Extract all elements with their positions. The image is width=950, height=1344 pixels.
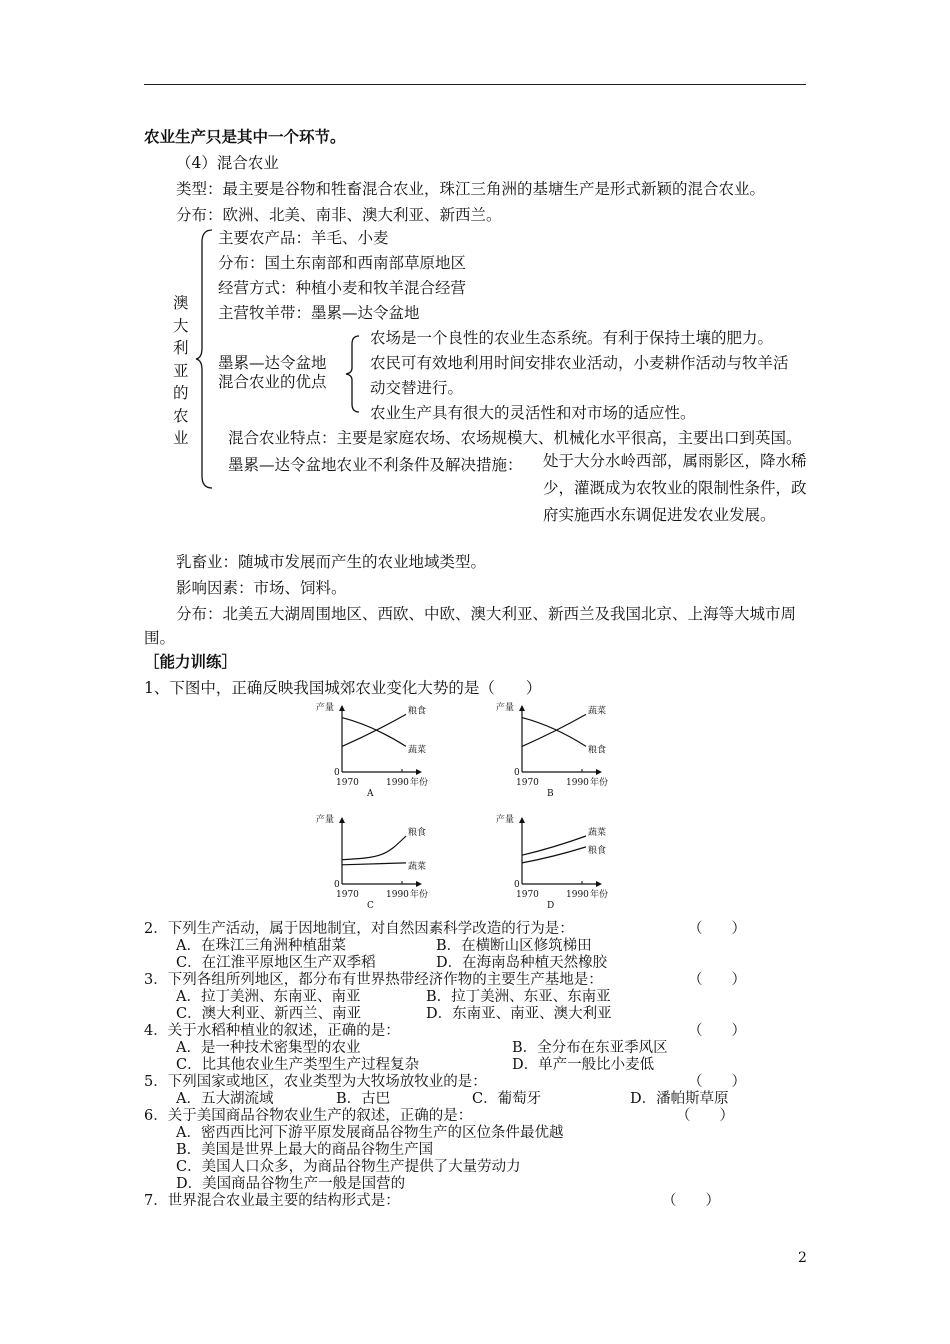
- chart-c-series-1-label: 蔬菜: [408, 861, 427, 872]
- chart-a-y-arrow: [339, 705, 345, 711]
- q6-answer-blank: （ ）: [676, 1108, 734, 1124]
- q5-option-b: B．古巴: [336, 1091, 391, 1107]
- chart-b-series-0-line: [522, 714, 586, 746]
- chart-b-origin: 0: [514, 768, 520, 778]
- page-number: 2: [798, 1250, 807, 1266]
- q4-option-d: D．单产一般比小麦低: [512, 1057, 655, 1073]
- chart-a-series-0-label: 粮食: [408, 706, 427, 717]
- adv-label-1: 墨累—达令盆地: [218, 354, 327, 372]
- mixed-features: 混合农业特点：主要是家庭农场、农场规模大、机械化水平很高，主要出口到英国。: [228, 429, 802, 447]
- chart-a-xlabel: 年份: [410, 778, 429, 788]
- chart-a: [312, 700, 437, 799]
- q3-option-a: A．拉丁美洲、东南亚、南亚: [176, 989, 361, 1005]
- adv-2a: 农民可有效地利用时间安排农业活动，小麦耕作活动与牧羊活: [370, 354, 789, 372]
- chart-a-tick-label-1: 1990: [386, 778, 409, 788]
- q6-option-d: D．美国商品谷物生产一般是国营的: [176, 1176, 406, 1192]
- adv-1: 农场是一个良性的农业生态系统。有利于保持土壤的肥力。: [370, 329, 774, 347]
- section-heading: （4）混合农业: [176, 154, 279, 172]
- unfav-label: 墨累—达令盆地农业不利条件及解决措施：: [228, 456, 523, 474]
- outer-brace: [196, 228, 216, 490]
- q4-option-a: A．是一种技术密集型的农业: [176, 1040, 361, 1056]
- q5-option-d: D．潘帕斯草原: [630, 1091, 729, 1107]
- q2-option-c: C．在江淮平原地区生产双季稻: [176, 955, 376, 971]
- q5-option-c: C．葡萄牙: [472, 1091, 542, 1107]
- dairy-factors: 影响因素：市场、饲料。: [176, 579, 347, 597]
- chart-d: [492, 812, 617, 911]
- chart-a-series-0-line: [342, 714, 406, 746]
- q3-answer-blank: （ ）: [688, 972, 746, 988]
- chart-b-series-1-label: 粮食: [588, 745, 607, 756]
- chart-a-origin: 0: [334, 768, 340, 778]
- q5-option-a: A．五大湖流域: [176, 1091, 274, 1107]
- chart-b-panel-label: B: [547, 789, 554, 799]
- chart-a-panel-label: A: [367, 789, 374, 799]
- question-1: 1、下图中，正确反映我国城郊农业变化大势的是（ ）: [144, 679, 542, 697]
- chart-d-origin: 0: [514, 880, 520, 890]
- q3-option-b: B．拉丁美洲、东亚、东南亚: [426, 989, 611, 1005]
- unfav-text: 处于大分水岭西部，属雨影区，降水稀少，灌溉成为农牧业的限制性条件，政府实施西水东调促进发农业发展。: [543, 452, 807, 524]
- training-heading: ［能力训练］: [144, 652, 238, 671]
- chart-c-series-0-line: [342, 836, 406, 860]
- aus-distribution: 分布：国土东南部和西南部草原地区: [218, 254, 467, 272]
- chart-c-origin: 0: [334, 880, 340, 890]
- q6-option-b: B．美国是世界上最大的商品谷物生产国: [176, 1142, 434, 1158]
- chart-a-x-arrow: [416, 769, 422, 775]
- chart-d-x-arrow: [596, 881, 602, 887]
- adv-3: 农业生产具有很大的灵活性和对市场的适应性。: [370, 404, 696, 422]
- chart-c-tick-label-0: 1970: [336, 890, 359, 900]
- chart-b: [492, 700, 617, 799]
- adv-label-2: 混合农业的优点: [218, 373, 327, 391]
- q6-option-a: A．密西西比河下游平原发展商品谷物生产的区位条件最优越: [176, 1125, 564, 1141]
- question-5: 5．下列国家或地区，农业类型为大牧场放牧业的是：: [144, 1074, 487, 1090]
- chart-b-ylabel: 产量: [496, 703, 515, 713]
- chart-b-y-arrow: [519, 705, 525, 711]
- chart-c-series-0-label: 粮食: [408, 828, 427, 838]
- chart-b-x-arrow: [596, 769, 602, 775]
- q2-option-b: B．在横断山区修筑梯田: [436, 938, 592, 954]
- chart-c-panel-label: C: [367, 901, 374, 911]
- aus-mode: 经营方式：种植小麦和牧羊混合经营: [218, 279, 467, 297]
- mixed-distribution: 分布：欧洲、北美、南非、澳大利亚、新西兰。: [176, 206, 502, 224]
- q4-option-c: C．比其他农业生产类型生产过程复杂: [176, 1057, 420, 1073]
- chart-b-tick-label-1: 1990: [566, 778, 589, 788]
- chart-a-ylabel: 产量: [316, 703, 335, 713]
- chart-d-panel-label: D: [547, 901, 555, 911]
- australia-side-label: 澳大利亚的农业: [173, 294, 189, 447]
- q2-answer-blank: （ ）: [688, 921, 746, 937]
- chart-c-tick-label-1: 1990: [386, 890, 409, 900]
- question-7: 7．世界混合农业最主要的结构形式是：: [144, 1193, 400, 1209]
- question-3: 3．下列各组所列地区，都分布有世界热带经济作物的主要生产基地是：: [144, 972, 603, 988]
- q2-option-d: D．在海南岛种植天然橡胶: [436, 955, 608, 971]
- question-4: 4．关于水稻种植业的叙述，正确的是：: [144, 1023, 400, 1039]
- chart-d-series-1-line: [522, 847, 586, 863]
- dairy-def: 乳畜业：随城市发展而产生的农业地域类型。: [176, 553, 487, 571]
- intro-line: 农业生产只是其中一个环节。: [144, 127, 346, 146]
- q4-answer-blank: （ ）: [688, 1023, 746, 1039]
- question-2: 2．下列生产活动，属于因地制宜，对自然因素科学改造的行为是：: [144, 921, 574, 937]
- chart-d-y-arrow: [519, 817, 525, 823]
- adv-2b: 动交替进行。: [370, 379, 464, 397]
- chart-d-xlabel: 年份: [590, 890, 609, 900]
- q7-answer-blank: （ ）: [662, 1193, 720, 1209]
- chart-d-ylabel: 产量: [496, 815, 515, 825]
- chart-d-tick-label-0: 1970: [516, 890, 539, 900]
- chart-a-tick-label-0: 1970: [336, 778, 359, 788]
- inner-brace: [343, 334, 363, 414]
- dairy-dist-b: 围。: [144, 629, 176, 647]
- aus-products: 主要农产品：羊毛、小麦: [218, 229, 389, 247]
- chart-d-series-0-label: 蔬菜: [588, 828, 607, 838]
- mixed-type: 类型：最主要是谷物和牲畜混合农业，珠江三角洲的基塘生产是形式新颖的混合农业。: [176, 180, 766, 198]
- q6-option-c: C．美国人口众多，为商品谷物生产提供了大量劳动力: [176, 1159, 521, 1175]
- chart-c-ylabel: 产量: [316, 815, 335, 825]
- header-rule: [144, 84, 806, 85]
- q3-option-d: D．东南亚、南亚、澳大利亚: [426, 1006, 612, 1022]
- chart-d-tick-label-1: 1990: [566, 890, 589, 900]
- chart-b-tick-label-0: 1970: [516, 778, 539, 788]
- dairy-dist-a: 分布：北美五大湖周围地区、西欧、中欧、澳大利亚、新西兰及我国北京、上海等大城市周: [176, 605, 797, 623]
- chart-c-x-arrow: [416, 881, 422, 887]
- chart-c-series-1-line: [342, 863, 406, 865]
- question-6: 6．关于美国商品谷物农业生产的叙述，正确的是：: [144, 1108, 473, 1124]
- chart-c-y-arrow: [339, 817, 345, 823]
- chart-b-xlabel: 年份: [590, 778, 609, 788]
- q5-answer-blank: （ ）: [688, 1074, 746, 1090]
- chart-d-series-1-label: 粮食: [588, 845, 607, 856]
- chart-b-series-0-label: 蔬菜: [588, 706, 607, 717]
- q2-option-a: A．在珠江三角洲种植甜菜: [176, 938, 346, 954]
- aus-belt: 主营牧羊带：墨累—达令盆地: [218, 304, 420, 322]
- chart-c-xlabel: 年份: [410, 890, 429, 900]
- chart-c: [312, 812, 437, 911]
- q3-option-c: C．澳大利亚、新西兰、南亚: [176, 1006, 362, 1022]
- q4-option-b: B．全分布在东亚季风区: [512, 1040, 668, 1056]
- chart-d-series-0-line: [522, 836, 586, 855]
- chart-a-series-1-label: 蔬菜: [408, 745, 427, 756]
